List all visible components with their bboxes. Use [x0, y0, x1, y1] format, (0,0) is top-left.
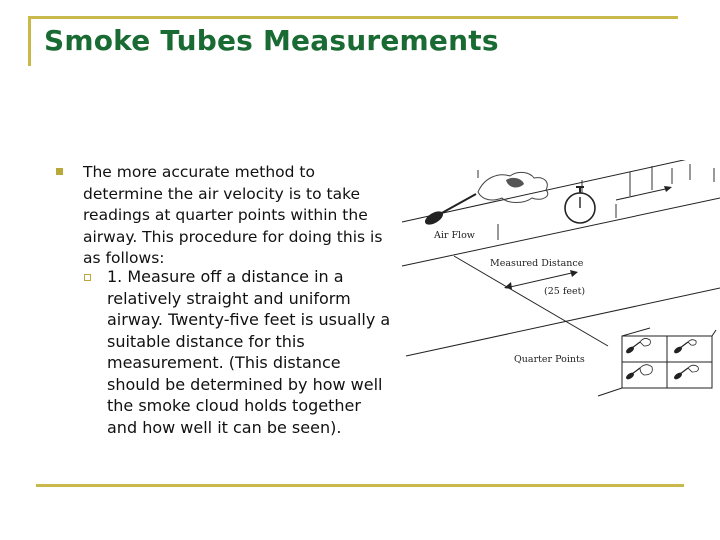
bottom-rule: [36, 484, 684, 487]
sub-bullet-text-1: 1. Measure off a distance in a relatively straight and uniform airway. Twenty-five feet is usually a suitable distance for this measurement. (This distance should be determined by how well the smoke cloud holds together and how well it can be seen).: [107, 267, 391, 437]
slide-title: Smoke Tubes Measurements: [44, 24, 499, 57]
flow-arrow: [616, 186, 672, 200]
airway-diagram: [398, 160, 720, 400]
measured-distance-label: Measured Distance: [490, 258, 584, 269]
hollow-square-bullet-icon: [84, 274, 91, 281]
square-bullet-icon: [56, 168, 63, 175]
airway-cross-line: [454, 256, 608, 346]
smoke-tube-icon: [423, 194, 476, 227]
left-frame-rule: [28, 16, 31, 66]
bullet-text-1: The more accurate method to determine the air velocity is to take readings at quarter points within the airway. This procedure for doing this is as follows:: [83, 163, 383, 268]
distance-value-label: (25 feet): [544, 286, 586, 297]
smoke-cloud-core: [506, 178, 524, 188]
quarter-points-label: Quarter Points: [514, 354, 585, 365]
quarter-points-grid: [598, 328, 716, 396]
top-frame-rule: [28, 16, 678, 19]
stopwatch-icon: [565, 187, 595, 223]
air-flow-label: Air Flow: [434, 230, 475, 241]
